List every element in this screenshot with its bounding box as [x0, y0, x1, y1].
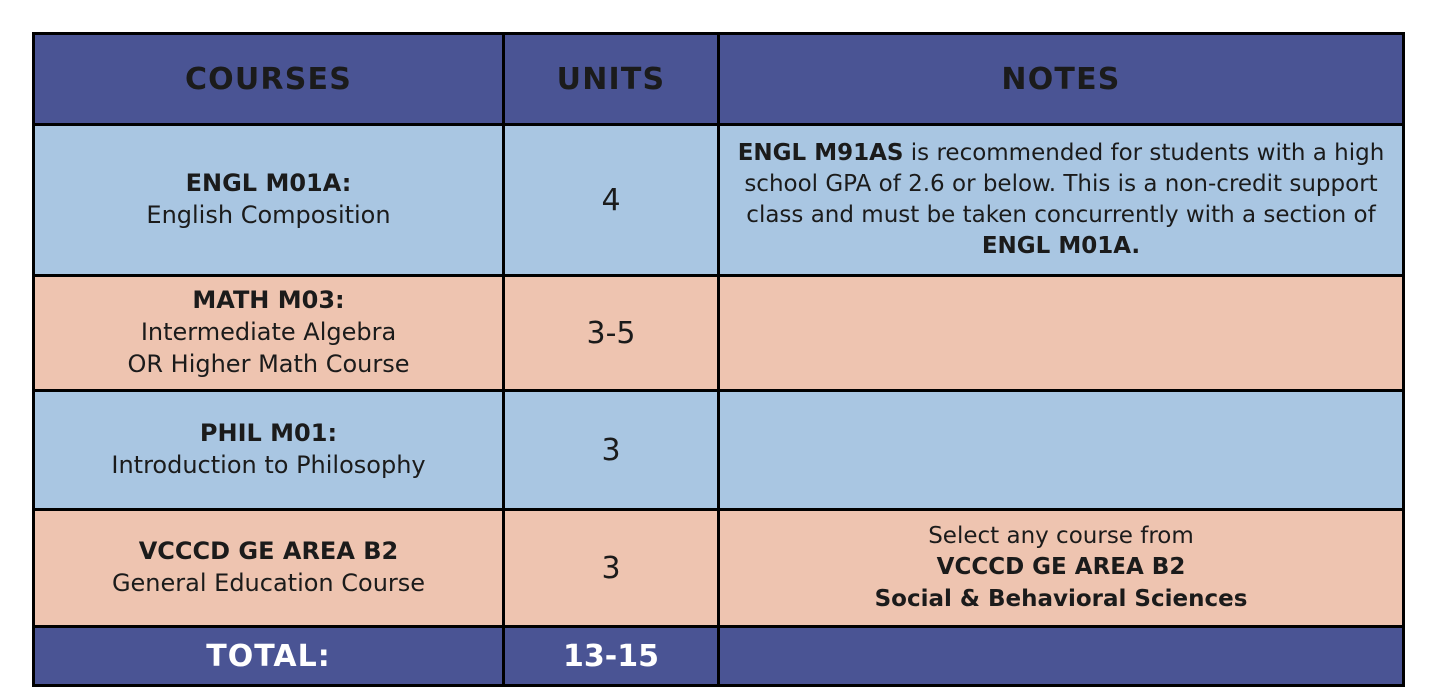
course-cell-phil-m01 [34, 391, 504, 510]
course-title: English Composition [146, 201, 391, 229]
table-row [34, 391, 1404, 510]
notes-cell-engl-m01a [719, 125, 1404, 276]
course-plan-table-container [32, 32, 1402, 687]
notes-strong-engl-m01a: ENGL M01A. [981, 233, 1141, 260]
course-title: General Education Course [111, 569, 426, 597]
units-cell-vcccd-ge-area-b2: 3 [504, 510, 719, 627]
course-title-line-2: OR Higher Math Course [127, 349, 410, 378]
column-header-courses: COURSES [34, 34, 504, 125]
course-cell-math-m03 [34, 276, 504, 391]
course-title-line-1: Intermediate Algebra [140, 318, 397, 347]
table-header-row [34, 34, 1404, 125]
total-notes [719, 627, 1404, 686]
notes-cell-phil-m01 [719, 391, 1404, 510]
column-header-units: UNITS [504, 34, 719, 125]
table-body [34, 125, 1404, 686]
course-cell-engl-m01a [34, 125, 504, 276]
units-cell-math-m03: 3-5 [504, 276, 719, 391]
course-code: ENGL M01A: [185, 169, 352, 198]
course-plan-table [32, 32, 1405, 687]
notes-cell-math-m03 [719, 276, 1404, 391]
units-cell-phil-m01: 3 [504, 391, 719, 510]
notes-strong-engl-m91as: ENGL M91AS [737, 139, 904, 166]
course-cell-vcccd-ge-area-b2 [34, 510, 504, 627]
units-cell-engl-m01a: 4 [504, 125, 719, 276]
table-row [34, 276, 1404, 391]
course-code: PHIL M01: [199, 419, 338, 448]
table-row [34, 125, 1404, 276]
column-header-notes: NOTES [719, 34, 1404, 125]
total-units: 13-15 [504, 627, 719, 686]
table-total-row [34, 627, 1404, 686]
table-row [34, 510, 1404, 627]
notes-line-3: Social & Behavioral Sciences [874, 585, 1248, 612]
course-code: VCCCD GE AREA B2 [138, 537, 399, 566]
course-title: Introduction to Philosophy [111, 451, 426, 479]
notes-line-2: VCCCD GE AREA B2 [936, 554, 1186, 581]
total-label: TOTAL: [34, 627, 504, 686]
course-code: MATH M03: [192, 286, 345, 315]
notes-text: is recommended for students with a high school GPA of 2.6 or below. This is a non-credit support class and must be taken concurrently with a section of [744, 139, 1385, 228]
notes-cell-vcccd-ge-area-b2 [719, 510, 1404, 627]
notes-line-1: Select any course from [928, 523, 1194, 550]
table-header [34, 34, 1404, 125]
